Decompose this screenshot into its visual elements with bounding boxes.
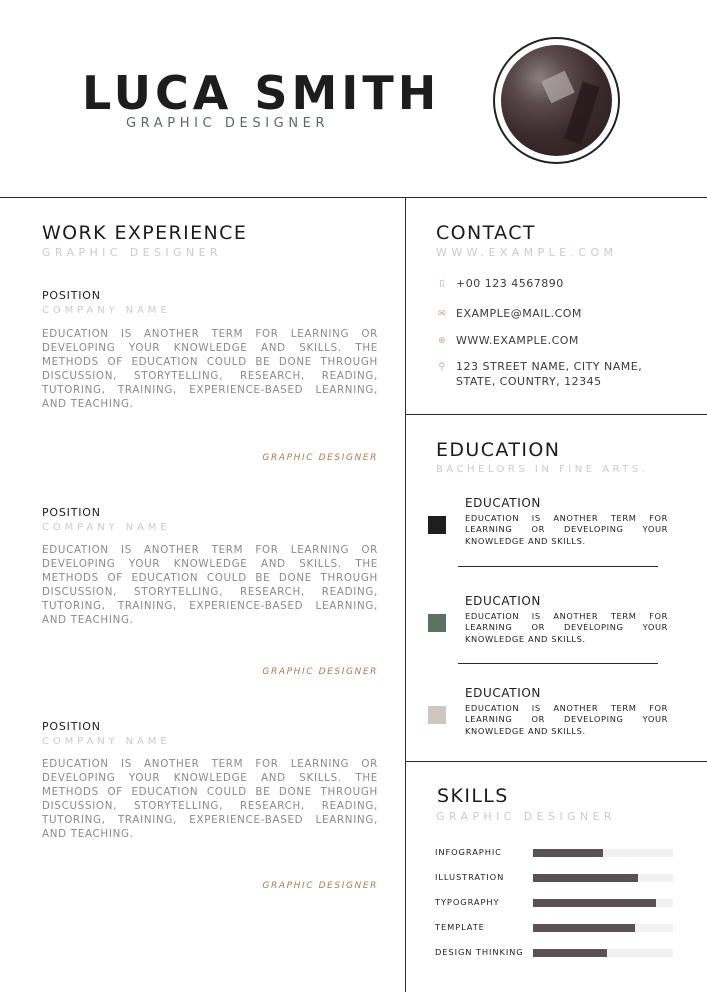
education-divider [458,566,658,567]
contact-subtitle: WWW.EXAMPLE.COM [436,246,618,259]
globe-icon: ⊕ [437,336,447,346]
skill-row [435,946,675,960]
skill-row [435,846,675,860]
education-item-text: EDUCATION IS ANOTHER TERM FOR LEARNING OR DEVELOPING YOUR KNOWLEDGE AND SKILLS. [465,611,668,644]
education-item-text: EDUCATION IS ANOTHER TERM FOR LEARNING OR DEVELOPING YOUR KNOWLEDGE AND SKILLS. [465,703,668,736]
job-company: COMPANY NAME [42,736,171,747]
skills-subtitle: GRAPHIC DESIGNER [436,810,616,823]
first-name: LUCA [82,66,233,120]
skill-name: ILLUSTRATION [435,872,505,882]
job-company: COMPANY NAME [42,305,171,316]
last-name: SMITH [254,66,441,120]
work-experience-subtitle: GRAPHIC DESIGNER [42,246,222,259]
contact-address-text: 123 STREET NAME, CITY NAME, STATE, COUNTRY, 12345 [456,360,643,388]
education-title: EDUCATION [436,439,561,461]
email-icon: ✉ [437,309,447,319]
phone-icon: ▯ [439,279,445,289]
education-swatch [428,614,446,632]
job-description: EDUCATION IS ANOTHER TERM FOR LEARNING OR DEVELOPING YOUR KNOWLEDGE AND SKILLS. THE METHODS OF EDUCATION COULD BE DONE THROUGH DISCUSSION, STORYTELLING, RESEARCH, READING, TUTORING, TRAINING, EXPERIENCE-BASED LEARNING, AND TEACHING. [42,758,378,840]
skill-bar-fill [533,949,607,957]
education-divider [458,663,658,664]
skill-row [435,896,675,910]
education-skills-divider [405,761,707,762]
education-subtitle: BACHELORS IN FINE ARTS. [436,464,649,475]
profile-photo-frame [493,37,620,164]
education-item-title: EDUCATION [465,686,541,700]
skill-bar-track [533,949,673,957]
education-item-text: EDUCATION IS ANOTHER TERM FOR LEARNING OR DEVELOPING YOUR KNOWLEDGE AND SKILLS. [465,513,668,546]
education-swatch [428,516,446,534]
contact-email-text: EXAMPLE@MAIL.COM [456,307,582,320]
job-tag: GRAPHIC DESIGNER [262,667,378,677]
contact-phone-text: +00 123 4567890 [456,277,564,290]
skills-title: SKILLS [437,785,509,807]
job-position: POSITION [42,506,101,519]
skill-name: INFOGRAPHIC [435,847,502,857]
column-divider [405,197,406,992]
job-tag: GRAPHIC DESIGNER [262,881,378,891]
skill-row [435,871,675,885]
skill-name: TEMPLATE [435,922,485,932]
profile-photo [501,45,612,156]
skill-bar-fill [533,849,603,857]
skill-bar-fill [533,874,638,882]
job-entry [42,289,378,464]
skill-bar-track [533,849,673,857]
skill-name: DESIGN THINKING [435,947,524,957]
skill-bar-fill [533,899,656,907]
job-tag: GRAPHIC DESIGNER [262,453,378,463]
job-company: COMPANY NAME [42,522,171,533]
job-entry [42,506,378,681]
contact-website-text: WWW.EXAMPLE.COM [456,334,579,347]
header-divider [0,197,707,198]
job-description: EDUCATION IS ANOTHER TERM FOR LEARNING OR DEVELOPING YOUR KNOWLEDGE AND SKILLS. THE METHODS OF EDUCATION COULD BE DONE THROUGH DISCUSSION, STORYTELLING, RESEARCH, READING, TUTORING, TRAINING, EXPERIENCE-BASED LEARNING, AND TEACHING. [42,544,378,626]
education-item-title: EDUCATION [465,496,541,510]
skill-bar-track [533,924,673,932]
skill-bar-fill [533,924,635,932]
person-title: GRAPHIC DESIGNER [126,116,330,131]
education-item-title: EDUCATION [465,594,541,608]
contact-title: CONTACT [436,222,536,244]
skill-bar-track [533,874,673,882]
job-description: EDUCATION IS ANOTHER TERM FOR LEARNING OR DEVELOPING YOUR KNOWLEDGE AND SKILLS. THE METHODS OF EDUCATION COULD BE DONE THROUGH DISCUSSION, STORYTELLING, RESEARCH, READING, TUTORING, TRAINING, EXPERIENCE-BASED LEARNING, AND TEACHING. [42,328,378,410]
job-entry [42,720,378,895]
skill-row [435,921,675,935]
education-swatch [428,706,446,724]
skill-bar-track [533,899,673,907]
skill-name: TYPOGRAPHY [435,897,500,907]
job-position: POSITION [42,289,101,302]
job-position: POSITION [42,720,101,733]
location-pin-icon: ⚲ [438,362,446,372]
person-name [82,66,441,120]
work-experience-title: WORK EXPERIENCE [42,222,248,244]
contact-education-divider [405,414,707,415]
